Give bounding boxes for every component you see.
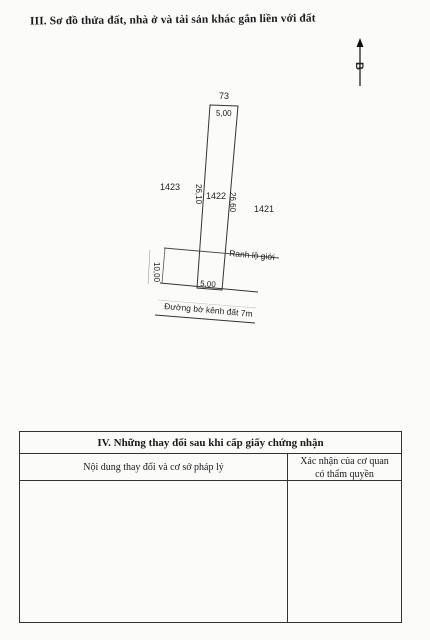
road-label: Đường bờ kênh đất 7m bbox=[163, 301, 254, 319]
changes-table-header-row bbox=[20, 454, 401, 481]
column-confirm-line1: Xác nhận của cơ quan bbox=[300, 456, 389, 467]
right-length-label: 26,60 bbox=[228, 192, 237, 213]
parcel-main-number: 1422 bbox=[206, 191, 227, 201]
top-width-label: 5,00 bbox=[216, 109, 232, 118]
changes-table bbox=[19, 431, 402, 623]
bottom-width-label: 5,00 bbox=[199, 279, 217, 290]
setback-left-line bbox=[162, 248, 165, 283]
parcel-top-number: 73 bbox=[219, 91, 230, 101]
boundary-label: Ranh lộ giới bbox=[228, 248, 276, 262]
left-length-label: 26,10 bbox=[194, 184, 203, 205]
confirm-cell bbox=[288, 481, 401, 623]
setback-label: 10,00 bbox=[152, 262, 161, 283]
column-content-header: Nội dung thay đổi và cơ sở pháp lý bbox=[20, 454, 288, 480]
parcel-left-number: 1423 bbox=[160, 182, 181, 192]
column-confirm-line2: có thẩm quyền bbox=[315, 469, 374, 480]
changes-table-body bbox=[20, 481, 401, 623]
content-cell bbox=[20, 481, 288, 623]
setback-dim-line bbox=[148, 250, 150, 284]
section-title: III. Sơ đồ thửa đất, nhà ở và tài sản khác gắn liền với đất bbox=[29, 12, 316, 28]
north-label: B bbox=[353, 62, 365, 70]
changes-table-title: IV. Những thay đổi sau khi cấp giấy chứng nhận bbox=[20, 432, 401, 454]
column-confirm-header bbox=[288, 454, 401, 480]
parcel-right-number: 1421 bbox=[254, 204, 275, 214]
